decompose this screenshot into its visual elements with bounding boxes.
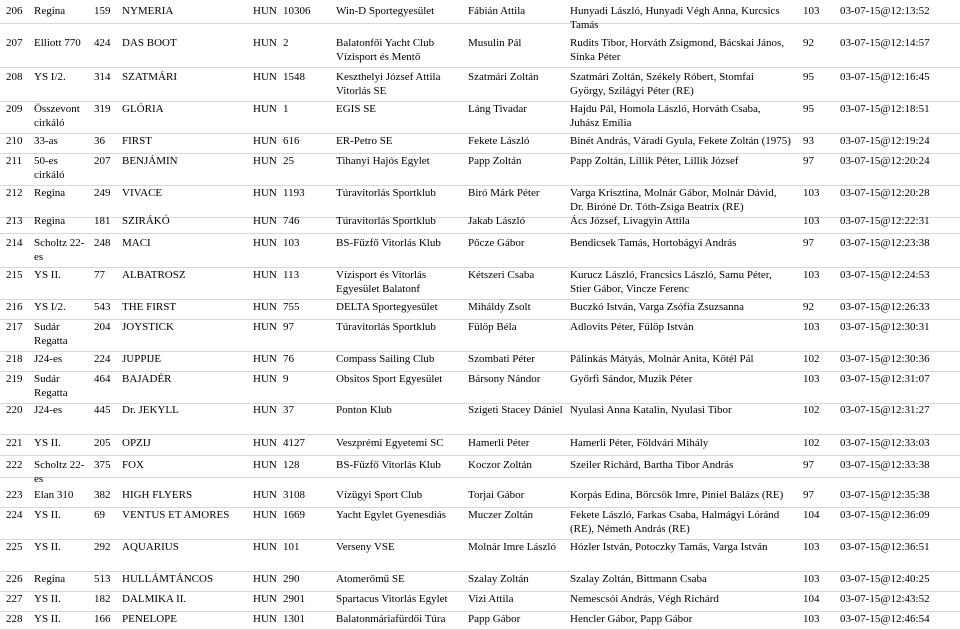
cell-col-1: 33-as xyxy=(34,135,58,147)
cell-col-6: Compass Sailing Club xyxy=(336,353,435,365)
cell-col-1: YS II. xyxy=(34,593,61,605)
cell-col-0: 228 xyxy=(6,613,23,625)
cell-col-3: BENJÁMIN xyxy=(122,155,178,167)
cell-col-2: 319 xyxy=(94,103,111,115)
cell-col-1: Összevont cirkáló xyxy=(34,103,80,129)
table-row xyxy=(0,572,960,592)
cell-col-3: VENTUS ET AMORES xyxy=(122,509,230,521)
cell-col-4: HUN xyxy=(253,5,277,17)
cell-col-10: 03-07-15@12:35:38 xyxy=(840,489,930,501)
cell-col-7: Vizi Attila xyxy=(468,593,514,605)
cell-col-5: 1669 xyxy=(283,509,305,521)
cell-col-1: Sudár Regatta xyxy=(34,373,68,399)
cell-col-8: Szatmári Zoltán, Székely Róbert, Stomfai György, Szilágyi Péter (RE) xyxy=(570,71,754,97)
table-row xyxy=(0,458,960,485)
cell-col-8: Hamerli Péter, Földvári Mihály xyxy=(570,437,709,449)
cell-col-3: OPZIJ xyxy=(122,437,151,449)
cell-col-0: 226 xyxy=(6,573,23,585)
cell-col-9: 92 xyxy=(803,37,814,49)
cell-col-10: 03-07-15@12:43:52 xyxy=(840,593,930,605)
cell-col-8: Bendicsek Tamás, Hortobágyi András xyxy=(570,237,737,249)
cell-col-7: Torjai Gábor xyxy=(468,489,525,501)
cell-col-7: Szigeti Stacey Dániel xyxy=(468,404,563,416)
cell-col-0: 212 xyxy=(6,187,23,199)
table-row xyxy=(0,214,960,234)
cell-col-9: 103 xyxy=(803,541,820,553)
cell-col-1: Regina xyxy=(34,215,66,227)
cell-col-3: FIRST xyxy=(122,135,152,147)
cell-col-8: Ács József, Livagyin Attila xyxy=(570,215,690,227)
table-row xyxy=(0,436,960,456)
cell-col-5: 616 xyxy=(283,135,300,147)
table-row xyxy=(0,134,960,154)
cell-col-1: J24-es xyxy=(34,353,63,365)
cell-col-5: 101 xyxy=(283,541,300,553)
cell-col-4: HUN xyxy=(253,613,277,625)
cell-col-10: 03-07-15@12:33:38 xyxy=(840,459,930,471)
cell-col-4: HUN xyxy=(253,301,277,313)
cell-col-0: 208 xyxy=(6,71,23,83)
cell-col-9: 104 xyxy=(803,593,820,605)
cell-col-6: Keszthelyi József Attila Vitorlás SE xyxy=(336,71,441,97)
cell-col-10: 03-07-15@12:19:24 xyxy=(840,135,930,147)
cell-col-6: Atomerőmű SE xyxy=(336,573,405,585)
cell-col-6: BS-Fűzfő Vitorlás Klub xyxy=(336,459,441,471)
cell-col-10: 03-07-15@12:20:24 xyxy=(840,155,930,167)
table-row xyxy=(0,102,960,134)
cell-col-8: Adlovits Péter, Fülöp István xyxy=(570,321,694,333)
cell-col-3: GLÓRIA xyxy=(122,103,164,115)
cell-col-9: 97 xyxy=(803,155,814,167)
cell-col-3: MACI xyxy=(122,237,151,249)
cell-col-2: 166 xyxy=(94,613,111,625)
cell-col-2: 36 xyxy=(94,135,105,147)
cell-col-8: Győrfi Sándor, Muzik Péter xyxy=(570,373,693,385)
cell-col-10: 03-07-15@12:13:52 xyxy=(840,5,930,17)
cell-col-10: 03-07-15@12:16:45 xyxy=(840,71,930,83)
cell-col-7: Szombati Péter xyxy=(468,353,535,365)
cell-col-4: HUN xyxy=(253,541,277,553)
cell-col-8: Fekete László, Farkas Csaba, Halmágyi Lóránd (RE), Németh András (RE) xyxy=(570,509,780,535)
cell-col-0: 214 xyxy=(6,237,23,249)
cell-col-7: Bársony Nándor xyxy=(468,373,541,385)
cell-col-7: Musulin Pál xyxy=(468,37,522,49)
cell-col-6: Túravitorlás Sportklub xyxy=(336,321,436,333)
cell-col-9: 103 xyxy=(803,5,820,17)
cell-col-9: 102 xyxy=(803,404,820,416)
cell-col-9: 95 xyxy=(803,103,814,115)
table-row xyxy=(0,488,960,508)
table-row xyxy=(0,70,960,102)
cell-col-6: Obsitos Sport Egyesület xyxy=(336,373,443,385)
cell-col-7: Fülöp Béla xyxy=(468,321,517,333)
cell-col-4: HUN xyxy=(253,237,277,249)
cell-col-2: 207 xyxy=(94,155,111,167)
cell-col-10: 03-07-15@12:30:31 xyxy=(840,321,930,333)
cell-col-5: 1301 xyxy=(283,613,305,625)
cell-col-0: 227 xyxy=(6,593,23,605)
cell-col-5: 103 xyxy=(283,237,300,249)
cell-col-7: Jakab László xyxy=(468,215,526,227)
cell-col-3: FOX xyxy=(122,459,145,471)
cell-col-2: 69 xyxy=(94,509,105,521)
cell-col-2: 424 xyxy=(94,37,111,49)
cell-col-0: 210 xyxy=(6,135,23,147)
cell-col-3: BAJADÉR xyxy=(122,373,172,385)
cell-col-0: 224 xyxy=(6,509,23,521)
cell-col-2: 224 xyxy=(94,353,111,365)
cell-col-5: 3108 xyxy=(283,489,305,501)
table-row xyxy=(0,403,960,435)
cell-col-9: 103 xyxy=(803,373,820,385)
cell-col-10: 03-07-15@12:22:31 xyxy=(840,215,930,227)
cell-col-5: 10306 xyxy=(283,5,311,17)
cell-col-8: Pálinkás Mátyás, Molnár Anita, Kötél Pál xyxy=(570,353,754,365)
cell-col-1: YS I/2. xyxy=(34,71,66,83)
cell-col-6: Verseny VSE xyxy=(336,541,395,553)
cell-col-4: HUN xyxy=(253,321,277,333)
cell-col-4: HUN xyxy=(253,215,277,227)
cell-col-1: Elan 310 xyxy=(34,489,74,501)
cell-col-10: 03-07-15@12:33:03 xyxy=(840,437,930,449)
cell-col-10: 03-07-15@12:14:57 xyxy=(840,37,930,49)
cell-col-7: Pőcze Gábor xyxy=(468,237,525,249)
cell-col-7: Szalay Zoltán xyxy=(468,573,529,585)
cell-col-9: 97 xyxy=(803,237,814,249)
cell-col-3: DAS BOOT xyxy=(122,37,177,49)
cell-col-5: 128 xyxy=(283,459,300,471)
table-row xyxy=(0,236,960,268)
cell-col-3: THE FIRST xyxy=(122,301,177,313)
cell-col-6: Vízisport és Vitorlás Egyesület Balatonf xyxy=(336,269,427,295)
cell-col-2: 292 xyxy=(94,541,111,553)
cell-col-0: 218 xyxy=(6,353,23,365)
cell-col-9: 102 xyxy=(803,437,820,449)
cell-col-2: 182 xyxy=(94,593,111,605)
cell-col-4: HUN xyxy=(253,373,277,385)
cell-col-5: 1548 xyxy=(283,71,305,83)
cell-col-3: PENELOPE xyxy=(122,613,177,625)
cell-col-10: 03-07-15@12:20:28 xyxy=(840,187,930,199)
cell-col-9: 103 xyxy=(803,269,820,281)
cell-col-1: YS II. xyxy=(34,613,61,625)
cell-col-9: 103 xyxy=(803,321,820,333)
cell-col-4: HUN xyxy=(253,573,277,585)
cell-col-3: SZATMÁRI xyxy=(122,71,178,83)
cell-col-9: 92 xyxy=(803,301,814,313)
table-row xyxy=(0,4,960,31)
cell-col-6: EGIS SE xyxy=(336,103,377,115)
cell-col-7: Kétszeri Csaba xyxy=(468,269,535,281)
cell-col-2: 375 xyxy=(94,459,111,471)
cell-col-7: Miháldy Zsolt xyxy=(468,301,531,313)
cell-col-5: 37 xyxy=(283,404,294,416)
cell-col-10: 03-07-15@12:46:54 xyxy=(840,613,930,625)
cell-col-4: HUN xyxy=(253,71,277,83)
cell-col-8: Nemescsói András, Végh Richárd xyxy=(570,593,719,605)
cell-col-2: 181 xyxy=(94,215,111,227)
cell-col-1: YS II. xyxy=(34,437,61,449)
cell-col-9: 103 xyxy=(803,187,820,199)
cell-col-0: 223 xyxy=(6,489,23,501)
cell-col-7: Molnár Imre László xyxy=(468,541,556,553)
cell-col-6: Vízügyi Sport Club xyxy=(336,489,423,501)
cell-col-3: JOYSTICK xyxy=(122,321,174,333)
cell-col-0: 216 xyxy=(6,301,23,313)
cell-col-4: HUN xyxy=(253,269,277,281)
cell-col-8: Rudits Tibor, Horváth Zsigmond, Bácskai János, Sinka Péter xyxy=(570,37,785,63)
cell-col-1: Scholtz 22-es xyxy=(34,459,85,485)
cell-col-4: HUN xyxy=(253,509,277,521)
cell-col-6: Balatonfői Yacht Club Vízisport és Mentő xyxy=(336,37,435,63)
cell-col-8: Hajdu Pál, Homola László, Horváth Csaba, Juhász Emília xyxy=(570,103,761,129)
cell-col-2: 77 xyxy=(94,269,105,281)
cell-col-8: Korpás Edina, Börcsök Imre, Piniel Balázs (RE) xyxy=(570,489,784,501)
cell-col-10: 03-07-15@12:36:09 xyxy=(840,509,930,521)
cell-col-4: HUN xyxy=(253,135,277,147)
cell-col-2: 204 xyxy=(94,321,111,333)
cell-col-9: 102 xyxy=(803,353,820,365)
cell-col-5: 1 xyxy=(283,103,289,115)
cell-col-9: 103 xyxy=(803,215,820,227)
cell-col-0: 222 xyxy=(6,459,23,471)
cell-col-10: 03-07-15@12:36:51 xyxy=(840,541,930,553)
cell-col-8: Varga Krisztina, Molnár Gábor, Molnár Dávid, Dr. Biróné Dr. Tóth-Zsiga Beatrix (RE) xyxy=(570,187,777,213)
cell-col-7: Fábián Attila xyxy=(468,5,526,17)
table-row xyxy=(0,320,960,352)
cell-col-5: 76 xyxy=(283,353,294,365)
cell-col-5: 97 xyxy=(283,321,294,333)
table-row xyxy=(0,154,960,186)
cell-col-8: Kurucz László, Francsics László, Samu Péter, Stier Gábor, Vincze Ferenc xyxy=(570,269,772,295)
cell-col-7: Koczor Zoltán xyxy=(468,459,532,471)
cell-col-9: 95 xyxy=(803,71,814,83)
cell-col-0: 220 xyxy=(6,404,23,416)
cell-col-1: Scholtz 22-es xyxy=(34,237,85,263)
cell-col-4: HUN xyxy=(253,437,277,449)
cell-col-3: VIVACE xyxy=(122,187,163,199)
cell-col-1: Regina xyxy=(34,187,66,199)
cell-col-9: 97 xyxy=(803,489,814,501)
cell-col-4: HUN xyxy=(253,489,277,501)
cell-col-5: 1193 xyxy=(283,187,305,199)
cell-col-5: 290 xyxy=(283,573,300,585)
cell-col-2: 382 xyxy=(94,489,111,501)
table-row xyxy=(0,592,960,612)
cell-col-3: ALBATROSZ xyxy=(122,269,186,281)
cell-col-10: 03-07-15@12:31:27 xyxy=(840,404,930,416)
cell-col-10: 03-07-15@12:30:36 xyxy=(840,353,930,365)
cell-col-0: 207 xyxy=(6,37,23,49)
cell-col-4: HUN xyxy=(253,37,277,49)
table-row xyxy=(0,268,960,300)
cell-col-7: Fekete László xyxy=(468,135,530,147)
cell-col-7: Muczer Zoltán xyxy=(468,509,534,521)
cell-col-4: HUN xyxy=(253,353,277,365)
cell-col-6: Túravitorlás Sportklub xyxy=(336,215,436,227)
cell-col-4: HUN xyxy=(253,103,277,115)
cell-col-3: HULLÁMTÁNCOS xyxy=(122,573,214,585)
cell-col-3: JUPPIJE xyxy=(122,353,162,365)
cell-col-2: 445 xyxy=(94,404,111,416)
cell-col-2: 543 xyxy=(94,301,111,313)
cell-col-3: NYMERIA xyxy=(122,5,174,17)
cell-col-6: Tihanyi Hajós Egylet xyxy=(336,155,430,167)
cell-col-6: Spartacus Vitorlás Egylet xyxy=(336,593,448,605)
cell-col-5: 9 xyxy=(283,373,289,385)
cell-col-4: HUN xyxy=(253,459,277,471)
cell-col-0: 225 xyxy=(6,541,23,553)
cell-col-1: Sudár Regatta xyxy=(34,321,68,347)
cell-col-3: Dr. JEKYLL xyxy=(122,404,179,416)
cell-col-8: Papp Zoltán, Lillik Péter, Lillik József xyxy=(570,155,739,167)
cell-col-2: 314 xyxy=(94,71,111,83)
cell-col-10: 03-07-15@12:40:25 xyxy=(840,573,930,585)
cell-col-2: 249 xyxy=(94,187,111,199)
cell-col-6: Balatonmáriafürdői Túra xyxy=(336,613,446,625)
cell-col-8: Hunyadi László, Hunyadi Végh Anna, Kurcsics Tamás xyxy=(570,5,780,31)
cell-col-2: 248 xyxy=(94,237,111,249)
cell-col-8: Hózler István, Potoczky Tamás, Varga István xyxy=(570,541,768,553)
cell-col-1: YS I/2. xyxy=(34,301,66,313)
cell-col-4: HUN xyxy=(253,187,277,199)
cell-col-9: 93 xyxy=(803,135,814,147)
cell-col-10: 03-07-15@12:26:33 xyxy=(840,301,930,313)
table-row xyxy=(0,300,960,320)
cell-col-1: YS II. xyxy=(34,269,61,281)
cell-col-10: 03-07-15@12:24:53 xyxy=(840,269,930,281)
cell-col-5: 2 xyxy=(283,37,289,49)
cell-col-7: Szatmári Zoltán xyxy=(468,71,539,83)
cell-col-3: DALMIKA II. xyxy=(122,593,187,605)
cell-col-0: 217 xyxy=(6,321,23,333)
cell-col-9: 103 xyxy=(803,613,820,625)
cell-col-10: 03-07-15@12:31:07 xyxy=(840,373,930,385)
cell-col-5: 746 xyxy=(283,215,300,227)
cell-col-3: AQUARIUS xyxy=(122,541,179,553)
cell-col-3: SZIRÁKÓ xyxy=(122,215,170,227)
cell-col-9: 103 xyxy=(803,573,820,585)
cell-col-10: 03-07-15@12:23:38 xyxy=(840,237,930,249)
cell-col-6: ER-Petro SE xyxy=(336,135,393,147)
cell-col-8: Buczkó István, Varga Zsófia Zsuzsanna xyxy=(570,301,745,313)
cell-col-8: Nyulasi Anna Katalin, Nyulasi Tibor xyxy=(570,404,732,416)
cell-col-1: Regina xyxy=(34,5,66,17)
cell-col-1: YS II. xyxy=(34,509,61,521)
cell-col-8: Hencler Gábor, Papp Gábor xyxy=(570,613,693,625)
cell-col-0: 209 xyxy=(6,103,23,115)
table-row xyxy=(0,540,960,572)
cell-col-3: HIGH FLYERS xyxy=(122,489,193,501)
cell-col-6: Túravitorlás Sportklub xyxy=(336,187,436,199)
cell-col-2: 464 xyxy=(94,373,111,385)
cell-col-2: 513 xyxy=(94,573,111,585)
cell-col-5: 25 xyxy=(283,155,294,167)
cell-col-5: 2901 xyxy=(283,593,305,605)
table-row xyxy=(0,508,960,540)
cell-col-8: Szeiler Richárd, Bartha Tibor András xyxy=(570,459,734,471)
cell-col-1: J24-es xyxy=(34,404,63,416)
cell-col-0: 219 xyxy=(6,373,23,385)
cell-col-1: YS II. xyxy=(34,541,61,553)
cell-col-2: 205 xyxy=(94,437,111,449)
table-row xyxy=(0,36,960,68)
table-row xyxy=(0,352,960,372)
cell-col-4: HUN xyxy=(253,593,277,605)
cell-col-0: 206 xyxy=(6,5,23,17)
cell-col-5: 755 xyxy=(283,301,300,313)
cell-col-6: BS-Fűzfő Vitorlás Klub xyxy=(336,237,441,249)
cell-col-5: 113 xyxy=(283,269,300,281)
cell-col-0: 215 xyxy=(6,269,23,281)
cell-col-9: 104 xyxy=(803,509,820,521)
cell-col-1: Regina xyxy=(34,573,66,585)
table-row xyxy=(0,612,960,630)
cell-col-7: Biró Márk Péter xyxy=(468,187,540,199)
cell-col-8: Binét András, Váradi Gyula, Fekete Zoltán (1975) xyxy=(570,135,791,147)
cell-col-1: 50-es cirkáló xyxy=(34,155,65,181)
cell-col-9: 97 xyxy=(803,459,814,471)
cell-col-0: 211 xyxy=(6,155,23,167)
table-row xyxy=(0,372,960,404)
cell-col-7: Hamerli Péter xyxy=(468,437,530,449)
cell-col-6: Ponton Klub xyxy=(336,404,392,416)
cell-col-1: Elliott 770 xyxy=(34,37,81,49)
cell-col-8: Szalay Zoltán, Bittmann Csaba xyxy=(570,573,707,585)
cell-col-6: Veszprémi Egyetemi SC xyxy=(336,437,444,449)
cell-col-5: 4127 xyxy=(283,437,305,449)
cell-col-6: DELTA Sportegyesület xyxy=(336,301,438,313)
cell-col-4: HUN xyxy=(253,155,277,167)
cell-col-7: Papp Gábor xyxy=(468,613,521,625)
cell-col-6: Yacht Egylet Gyenesdiás xyxy=(336,509,447,521)
cell-col-4: HUN xyxy=(253,404,277,416)
cell-col-7: Papp Zoltán xyxy=(468,155,522,167)
cell-col-0: 221 xyxy=(6,437,23,449)
cell-col-6: Win-D Sportegyesület xyxy=(336,5,435,17)
cell-col-10: 03-07-15@12:18:51 xyxy=(840,103,930,115)
cell-col-0: 213 xyxy=(6,215,23,227)
cell-col-2: 159 xyxy=(94,5,111,17)
cell-col-7: Láng Tivadar xyxy=(468,103,527,115)
